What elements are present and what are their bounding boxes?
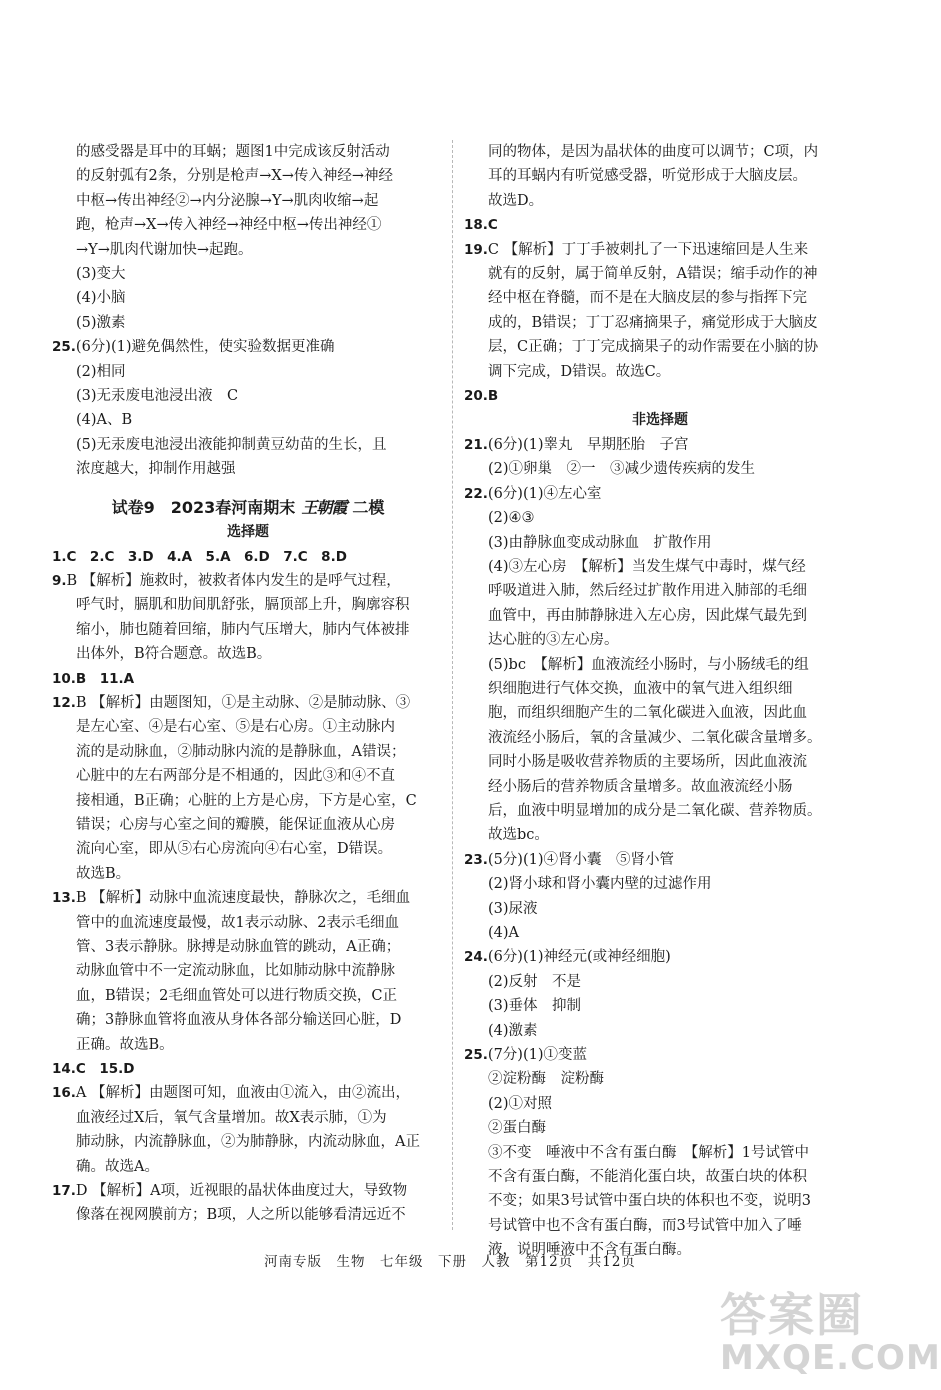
answer-text: (6分)(1)神经元(或神经细胞) bbox=[487, 949, 671, 966]
text-line: 同时小肠是吸收营养物质的主要场所，因此血液流 bbox=[488, 754, 807, 771]
answer-text: (7分)(1)①变蓝 bbox=[487, 1047, 588, 1064]
text-line: 缩小，肺也随着回缩，肺内气压增大，肺内气体被排 bbox=[76, 621, 410, 638]
text-line: 不含有蛋白酶，不能消化蛋白块，故蛋白块的体积 bbox=[488, 1169, 807, 1186]
text-line: 确；3静脉血管将血液从身体各部分输送回心脏，D bbox=[76, 1012, 402, 1029]
text-line: (2)①对照 bbox=[488, 1095, 553, 1112]
answer-9 bbox=[52, 569, 444, 667]
answer-text: B 【解析】由题图知，①是主动脉、②是肺动脉、③ bbox=[75, 694, 411, 711]
text-line: →Y→肌肉代谢加快→起跑。 bbox=[76, 241, 253, 258]
answer-row-14-15: 14.C 15.D bbox=[52, 1061, 135, 1078]
text-line: 经小肠后的营养物质含量增多。故血液流经小肠 bbox=[488, 778, 793, 795]
exam-prefix: 试卷9 2023春河南期末 bbox=[111, 497, 296, 517]
answer-text: D 【解析】A项，近视眼的晶状体曲度过大，导致物 bbox=[75, 1183, 408, 1200]
text-line: 是左心室、④是右心室、⑤是右心房。①主动脉内 bbox=[76, 719, 395, 736]
text-line: 肺动脉，内流静脉血，②为肺静脉，内流动脉血，A正 bbox=[76, 1134, 420, 1151]
text-line: (4)激素 bbox=[488, 1022, 538, 1039]
answer-text: (6分)(1)睾丸 早期胚胎 子宫 bbox=[487, 436, 689, 453]
text-line: 号试管中也不含有蛋白酶，而3号试管中加入了唾 bbox=[488, 1217, 802, 1234]
text-line: 正确。故选B。 bbox=[76, 1036, 174, 1053]
text-line: 错误；心房与心室之间的瓣膜，能保证血液从心房 bbox=[76, 816, 395, 833]
text-line: (4)③左心房 【解析】当发生煤气中毒时，煤气经 bbox=[488, 558, 806, 575]
text-line: 流的是动脉血，②肺动脉内流的是静脉血，A错误； bbox=[76, 743, 406, 760]
text-line: 血液经过X后，氧气含量增加。故X表示肺，①为 bbox=[76, 1109, 387, 1126]
text-line: 液，说明唾液中不含有蛋白酶。 bbox=[488, 1242, 691, 1259]
answer-row-10-11: 10.B 11.A bbox=[52, 670, 135, 687]
question-number: 25. bbox=[464, 1047, 488, 1064]
answer-row-1-8: 1.C 2.C 3.D 4.A 5.A 6.D 7.C 8.D bbox=[52, 548, 347, 565]
text-line: 心脏中的左右两部分是不相通的，因此③和④不直 bbox=[76, 768, 395, 785]
text-line: (3)无汞废电池浸出液 C bbox=[76, 388, 239, 405]
answer-16 bbox=[52, 1081, 444, 1179]
text-line: 流向心室，即从⑤右心房流向④右心室，D错误。 bbox=[76, 841, 393, 858]
question-number: 9. bbox=[52, 572, 67, 589]
answer-text: (6分)(1)④左心室 bbox=[487, 485, 602, 502]
text-line: (3)垂体 抑制 bbox=[488, 998, 582, 1015]
text-line: 达心脏的③左心房。 bbox=[488, 632, 619, 649]
text-line: 呼气时，膈肌和肋间肌舒张，膈顶部上升，胸廓容积 bbox=[76, 597, 410, 614]
watermark-bottom: MXQE.COM bbox=[720, 1338, 941, 1378]
answer-text: B 【解析】动脉中血流速度最快，静脉次之，毛细血 bbox=[75, 890, 411, 907]
text-line: 呼吸道进入肺，然后经过扩散作用进入肺部的毛细 bbox=[488, 583, 807, 600]
answer-text: A 【解析】由题图可知，血液由①流入，由②流出， bbox=[75, 1085, 411, 1102]
text-line: (4)A bbox=[488, 925, 520, 941]
cont-answer-17 bbox=[464, 140, 856, 213]
question-number: 24. bbox=[464, 949, 488, 966]
text-line: 同的物体，是因为晶状体的曲度可以调节；C项，内 bbox=[488, 144, 819, 160]
question-number: 19. bbox=[464, 241, 488, 258]
text-line: (2)肾小球和肾小囊内壁的过滤作用 bbox=[488, 876, 712, 893]
page-footer: 河南专版 生物 七年级 下册 人教 第12页 共12页 bbox=[264, 1254, 636, 1270]
watermark-top: 答案圈 bbox=[720, 1288, 864, 1342]
answer-17 bbox=[52, 1179, 444, 1228]
question-number: 23. bbox=[464, 851, 488, 868]
text-line: 浓度越大，抑制作用越强 bbox=[76, 461, 236, 478]
text-line: (2)①卵巢 ②一 ③减少遗传疾病的发生 bbox=[488, 461, 756, 478]
text-line: (3)尿液 bbox=[488, 900, 538, 917]
question-number: 16. bbox=[52, 1085, 76, 1102]
text-line: 成的，B错误；丁丁忍痛摘果子，痛觉形成于大脑皮 bbox=[488, 314, 818, 331]
text-line: 确。故选A。 bbox=[76, 1158, 159, 1175]
text-line: 故选bc。 bbox=[488, 827, 549, 844]
answer-20: 20.B bbox=[464, 388, 499, 405]
answer-text: (6分)(1)避免偶然性，使实验数据更准确 bbox=[75, 339, 335, 356]
column-divider bbox=[452, 140, 453, 1230]
text-line: 接相通，B正确；心脏的上方是心房，下方是心室，C bbox=[76, 792, 417, 809]
text-line: ③不变 唾液中不含有蛋白酶 【解析】1号试管中 bbox=[488, 1144, 809, 1161]
text-line: 经中枢在脊髓，而不是在大脑皮层的参与指挥下完 bbox=[488, 290, 807, 307]
answer-18: 18.C bbox=[464, 217, 498, 234]
answer-text: (5分)(1)④肾小囊 ⑤肾小管 bbox=[487, 851, 674, 868]
text-line: (2)反射 不是 bbox=[488, 973, 582, 990]
text-line: 管中的血流速度最慢，故1表示动脉、2表示毛细血 bbox=[76, 914, 399, 931]
question-number: 25. bbox=[52, 339, 76, 356]
text-line: 耳的耳蜗内有听觉感受器，听觉形成于大脑皮层。 bbox=[488, 168, 807, 185]
text-line: 液流经小肠后，氧的含量减少、二氧化碳含量增多。 bbox=[488, 729, 822, 746]
brand-logo: 王朝霞 bbox=[301, 497, 347, 517]
answer-23 bbox=[464, 848, 856, 946]
answer-text: B 【解析】施救时，被救者体内发生的是呼气过程， bbox=[66, 572, 401, 589]
text-line: (2)④③ bbox=[488, 510, 535, 527]
text-line: 后，血液中明显增加的成分是二氧化碳、营养物质。 bbox=[488, 802, 822, 819]
text-line: 跑，枪声→X→传入神经→神经中枢→传出神经① bbox=[76, 217, 382, 234]
right-column bbox=[464, 140, 856, 1263]
answer-21 bbox=[464, 433, 856, 482]
left-column bbox=[52, 140, 444, 1228]
text-line: 不变；如果3号试管中蛋白块的体积也不变，说明3 bbox=[488, 1193, 811, 1210]
text-line: 层，C正确；丁丁完成摘果子的动作需要在小脑的协 bbox=[488, 339, 819, 356]
text-line: (4)A、B bbox=[76, 412, 133, 429]
question-number: 21. bbox=[464, 436, 488, 453]
text-line: ②淀粉酶 淀粉酶 bbox=[488, 1071, 604, 1088]
text-line: (5)无汞废电池浸出液能抑制黄豆幼苗的生长，且 bbox=[76, 436, 387, 453]
question-number: 12. bbox=[52, 694, 76, 711]
text-line: ②蛋白酶 bbox=[488, 1120, 546, 1137]
text-line: 血管中，再由肺静脉进入左心房，因此煤气最先到 bbox=[488, 607, 807, 624]
answer-25-right bbox=[464, 1043, 856, 1263]
exam-title bbox=[52, 496, 444, 520]
answer-13 bbox=[52, 886, 444, 1057]
answer-25 bbox=[52, 335, 444, 481]
cont-answer bbox=[52, 140, 444, 335]
text-line: 胞，而组织细胞产生的二氧化碳进入血液，因此血 bbox=[488, 705, 807, 722]
text-line: 血，B错误；2毛细血管处可以进行物质交换，C正 bbox=[76, 987, 397, 1004]
text-line: 动脉血管中不一定流动脉血，比如肺动脉中流静脉 bbox=[76, 963, 395, 980]
text-line: (3)由静脉血变成动脉血 扩散作用 bbox=[488, 534, 712, 551]
text-line: (5)激素 bbox=[76, 314, 126, 331]
question-number: 13. bbox=[52, 890, 76, 907]
section-heading-choice: 选择题 bbox=[227, 524, 269, 541]
answer-24 bbox=[464, 945, 856, 1043]
text-line: (3)变大 bbox=[76, 266, 126, 283]
text-line: 的反射弧有2条，分别是枪声→X→传入神经→神经 bbox=[76, 168, 393, 185]
answer-19 bbox=[464, 238, 856, 384]
text-line: 故选D。 bbox=[488, 192, 544, 209]
text-line: 管、3表示静脉。脉搏是动脉血管的跳动，A正确； bbox=[76, 939, 401, 955]
text-line: 织细胞进行气体交换，血液中的氧气进入组织细 bbox=[488, 680, 793, 697]
watermark-logo bbox=[720, 1288, 941, 1382]
text-line: 的感受器是耳中的耳蜗；题图1中完成该反射活动 bbox=[76, 144, 390, 160]
text-line: 中枢→传出神经②→内分泌腺→Y→肌肉收缩→起 bbox=[76, 192, 379, 209]
text-line: 故选B。 bbox=[76, 865, 131, 882]
section-heading-nonchoice: 非选择题 bbox=[632, 412, 688, 429]
text-line: 调下完成，D错误。故选C。 bbox=[488, 363, 671, 380]
exam-suffix: 二模 bbox=[352, 497, 385, 517]
answer-12 bbox=[52, 691, 444, 886]
text-line: 像落在视网膜前方；B项，人之所以能够看清远近不 bbox=[76, 1207, 406, 1224]
text-line: 出体外，B符合题意。故选B。 bbox=[76, 646, 272, 663]
question-number: 22. bbox=[464, 485, 488, 502]
text-line: (4)小脑 bbox=[76, 290, 126, 307]
answer-text: C 【解析】丁丁手被刺扎了一下迅速缩回是人生来 bbox=[487, 241, 809, 258]
question-number: 17. bbox=[52, 1183, 76, 1200]
text-line: (5)bc 【解析】血液流经小肠时，与小肠绒毛的组 bbox=[488, 656, 809, 673]
text-line: (2)相同 bbox=[76, 363, 126, 380]
answer-22 bbox=[464, 482, 856, 848]
text-line: 就有的反射，属于简单反射，A错误；缩手动作的神 bbox=[488, 266, 818, 283]
